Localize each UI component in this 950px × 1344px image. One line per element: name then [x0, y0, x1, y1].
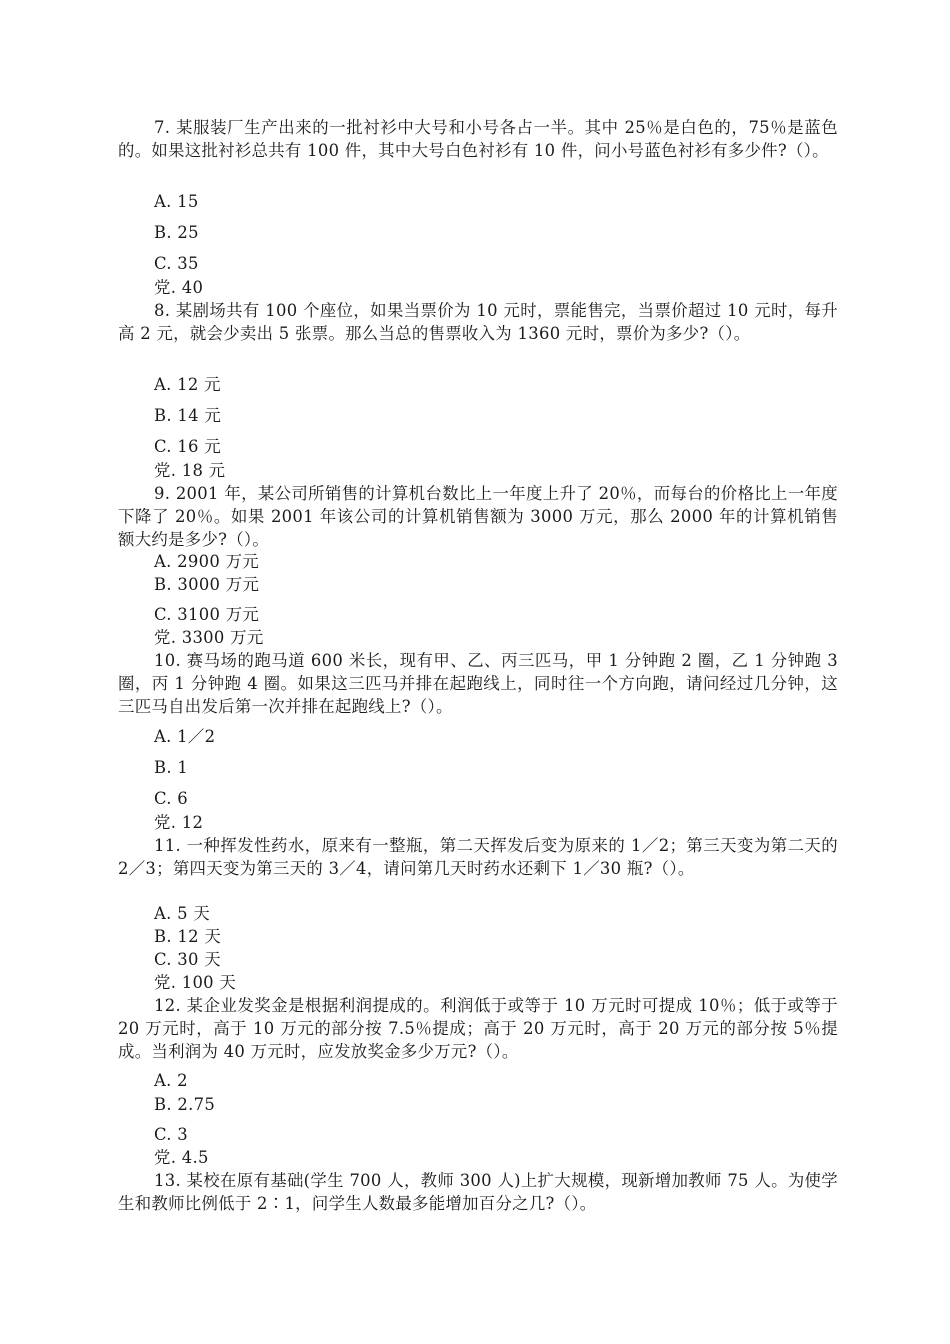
question-12-option-c: C. 3 — [154, 1125, 189, 1144]
question-10-option-a: A. 1／2 — [154, 727, 216, 746]
question-9-option-d: 党. 3300 万元 — [154, 628, 264, 647]
question-9-option-a: A. 2900 万元 — [154, 552, 259, 571]
question-9-option-c: C. 3100 万元 — [154, 605, 260, 624]
question-8-option-b: B. 14 元 — [154, 406, 222, 425]
question-8-option-c: C. 16 元 — [154, 437, 221, 456]
question-7-option-d: 党. 40 — [154, 278, 204, 297]
question-9-option-b: B. 3000 万元 — [154, 575, 260, 594]
question-7-option-a: A. 15 — [154, 192, 199, 211]
question-10-option-c: C. 6 — [154, 789, 189, 808]
question-10-option-d: 党. 12 — [154, 813, 204, 832]
question-11-option-c: C. 30 天 — [154, 950, 221, 969]
question-11-option-a: A. 5 天 — [154, 904, 211, 923]
question-10-stem: 10. 赛马场的跑马道 600 米长，现有甲、乙、丙三匹马，甲 1 分钟跑 2 圈，乙 1 分钟跑 3 圈，丙 1 分钟跑 4 圈。如果这三匹马并排在起跑线上，同时往一个方向跑，请问经过几分钟，这三匹马自出发后第一次并排在起跑线上?（）。 — [118, 651, 838, 716]
question-12-option-d: 党. 4.5 — [154, 1148, 209, 1167]
question-12-option-b: B. 2.75 — [154, 1095, 216, 1114]
question-8-option-a: A. 12 元 — [154, 375, 221, 394]
question-7-option-c: C. 35 — [154, 254, 199, 273]
question-12-option-a: A. 2 — [154, 1071, 188, 1090]
question-7-option-b: B. 25 — [154, 223, 199, 242]
question-9-stem: 9. 2001 年，某公司所销售的计算机台数比上一年度上升了 20％，而每台的价格比上一年度下降了 20％。如果 2001 年该公司的计算机销售额为 3000 万元，那么 2000 年的计算机销售额大约是多少?（）。 — [118, 484, 838, 549]
question-10-option-b: B. 1 — [154, 758, 189, 777]
question-13-stem: 13. 某校在原有基础(学生 700 人，教师 300 人)上扩大规模，现新增加教师 75 人。为使学生和教师比例低于 2∶1，问学生人数最多能增加百分之几?（）。 — [118, 1171, 838, 1213]
question-8-stem: 8. 某剧场共有 100 个座位，如果当票价为 10 元时，票能售完，当票价超过 10 元时，每升高 2 元，就会少卖出 5 张票。那么当总的售票收入为 1360 元时，票价为多少?（）。 — [118, 301, 838, 343]
question-11-option-b: B. 12 天 — [154, 927, 222, 946]
question-7-stem: 7. 某服装厂生产出来的一批衬衫中大号和小号各占一半。其中 25％是白色的，75％是蓝色的。如果这批衬衫总共有 100 件，其中大号白色衬衫有 10 件，问小号蓝色衬衫有多少件?（）。 — [118, 118, 838, 160]
question-8-option-d: 党. 18 元 — [154, 461, 226, 480]
question-11-stem: 11. 一种挥发性药水，原来有一整瓶，第二天挥发后变为原来的 1／2；第三天变为第二天的 2／3；第四天变为第三天的 3／4，请问第几天时药水还剩下 1／30 瓶?（）。 — [118, 836, 838, 878]
question-11-option-d: 党. 100 天 — [154, 973, 237, 992]
question-12-stem: 12. 某企业发奖金是根据利润提成的。利润低于或等于 10 万元时可提成 10％；低于或等于 20 万元时，高于 10 万元的部分按 7.5％提成；高于 20 万元时，高于 20 万元的部分按 5％提成。当利润为 40 万元时，应发放奖金多少万元?（）。 — [118, 996, 838, 1061]
